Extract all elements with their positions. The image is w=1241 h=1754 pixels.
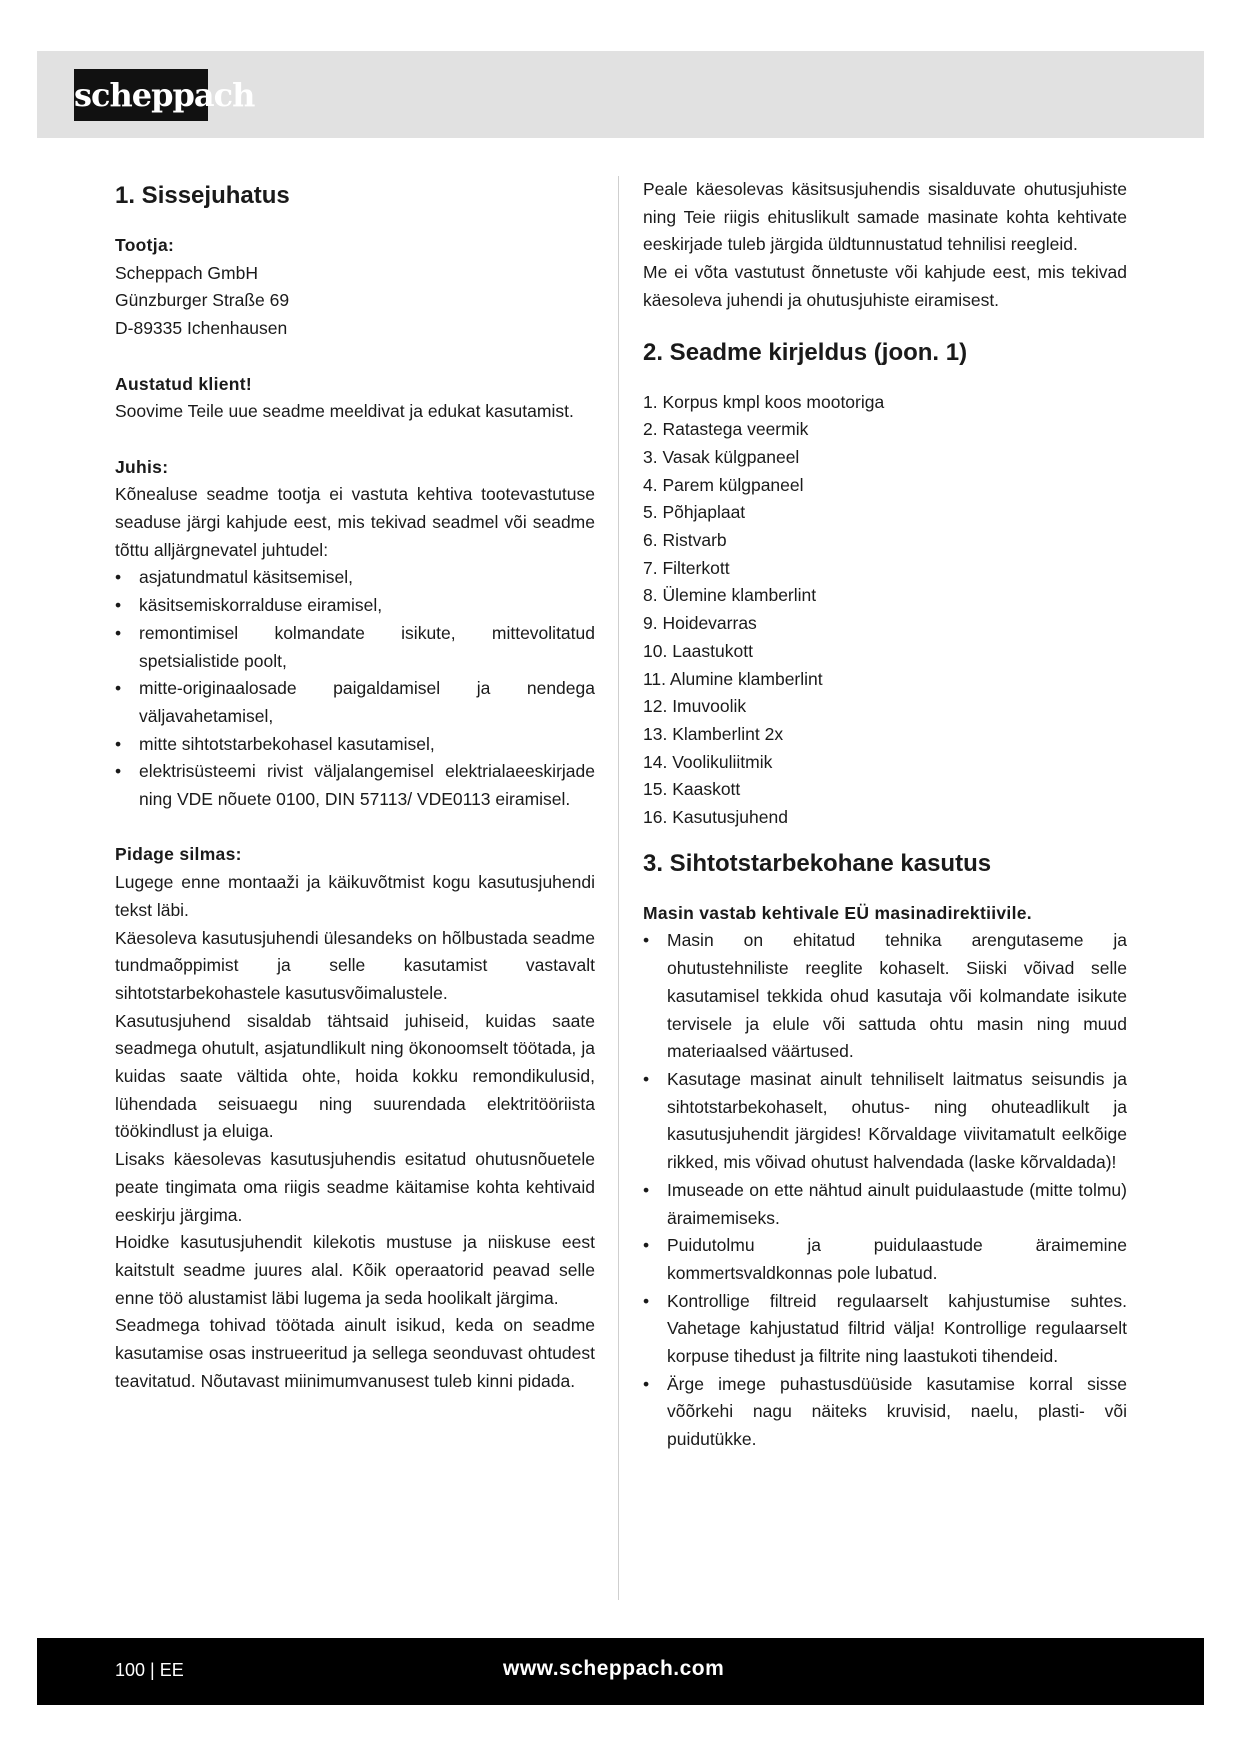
attention-paragraph: Hoidke kasutusjuhendit kilekotis mustuse ja niiskuse eest kaitstult seadme juures alal. Kõik operaatorid peavad selle enne töö alustamist läbi lugema ja seda hoolikalt järgima. (115, 1232, 595, 1308)
list-item: 7. Filterkott (643, 557, 730, 578)
use-bullet-list (643, 927, 1127, 1453)
attention-paragraph: Käesoleva kasutusjuhendi ülesandeks on hõlbustada seadme tundmaõppimist ja selle kasutamist vastavalt sihtotstarbekohastele kasutusvõimalustele. (115, 927, 595, 1003)
attention-paragraph: Lugege enne montaaži ja käikuvõtmist kogu kasutusjuhendi tekst läbi. (115, 872, 595, 920)
manufacturer-street: Günzburger Straße 69 (115, 290, 290, 311)
list-item: 16. Kasutusjuhend (643, 807, 788, 828)
attention-label: Pidage silmas: (115, 844, 242, 865)
list-item: • Puidutolmu ja puidulaastude äraimemine kommertsvaldkonnas pole lubatud. (643, 1232, 1127, 1287)
list-item: 5. Põhjaplaat (643, 502, 746, 523)
attention-paragraph: Kasutusjuhend sisaldab tähtsaid juhiseid, kuidas saate seadmega ohutult, asjatundlikult ning ökonoomselt töötada, ja kuidas saate vältida ohte, hoida kokku remondikulusid, lühendada seisuaegu ning suurendada elektritööriista töökindlust ja eluiga. (115, 1010, 595, 1142)
list-item: 11. Alumine klamberlint (643, 668, 823, 689)
customer-text: Soovime Teile uue seadme meeldivat ja edukat kasutamist. (115, 401, 574, 422)
manufacturer-city: D-89335 Ichenhausen (115, 318, 288, 339)
brand-logo: scheppach (74, 69, 208, 121)
list-item: • Kasutage masinat ainult tehniliselt laitmatus seisundis ja sihtotstarbekohaselt, ohutus- ning ohuteadlikult ja kasutusjuhendit järgides! Kõrvaldage viivitamatult eelkõige rikked, mis võivad ohutust halvendada (laske kõrvaldada)! (643, 1066, 1127, 1177)
section-3-title: 3. Sihtotstarbekohane kasutus (643, 849, 992, 877)
list-item: 12. Imuvoolik (643, 696, 747, 717)
list-item: • Masin on ehitatud tehnika arengutaseme ja ohutustehniliste reeglite kohaselt. Siiski võivad selle kasutamisel tekkida ohud kasutaja või kolmandate isikute tervisele ja elule või sattuda ohtu masin ning muud materiaalsed väärtused. (643, 927, 1127, 1066)
list-item: 2. Ratastega veermik (643, 419, 809, 440)
page-number: 100 | EE (115, 1660, 184, 1680)
intro-paragraph: Peale käesolevas käsitsusjuhendis sisalduvate ohutusjuhiste ning Teie riigis ehituslikult samade masinate kohta kehtivate eeskirjade tuleb järgida üldtunnustatud tehnilisi reegleid. (643, 179, 1127, 255)
website-link[interactable]: www.scheppach.com (503, 1657, 725, 1680)
list-item: • Imuseade on ette nähtud ainult puidulaastude (mitte tolmu) äraimemiseks. (643, 1177, 1127, 1232)
right-column (643, 176, 1127, 1454)
list-item: 10. Laastukott (643, 640, 753, 661)
note-label: Juhis: (115, 456, 169, 477)
list-item: 9. Hoidevarras (643, 613, 757, 634)
list-item: 8. Ülemine klamberlint (643, 585, 817, 606)
list-item: • remontimisel kolmandate isikute, mittevolitatud spetsialistide poolt, (115, 620, 595, 675)
list-item: • elektrisüsteemi rivist väljalangemisel elektrialaeeskirjade ning VDE nõuete 0100, DIN 57113/ VDE0113 eiramisel. (115, 758, 595, 813)
note-bullet-list (115, 564, 595, 813)
list-item: 15. Kaaskott (643, 779, 741, 800)
column-divider (618, 176, 619, 1600)
list-item: 14. Voolikuliitmik (643, 751, 773, 772)
customer-label: Austatud klient! (115, 373, 253, 394)
manufacturer-label: Tootja: (115, 235, 175, 255)
list-item: 6. Ristvarb (643, 530, 727, 551)
list-item: • Ärge imege puhastusdüüside kasutamise korral sisse võõrkehi nagu näiteks kruvisid, naelu, plasti- või puidutükke. (643, 1371, 1127, 1454)
section-1-title: 1. Sissejuhatus (115, 182, 290, 209)
directive-label: Masin vastab kehtivale EÜ masinadirektiivile. (643, 902, 1032, 923)
list-item: • Kontrollige filtreid regulaarselt kahjustumise suhtes. Vahetage kahjustatud filtrid välja! Kontrollige regulaarselt korpuse tihedust ja filtrite ning laastukoti tihendeid. (643, 1288, 1127, 1371)
intro-paragraph: Me ei võta vastutust õnnetuste või kahjude eest, mis tekivad käesoleva juhendi ja ohutusjuhiste eiramisest. (643, 262, 1127, 310)
list-item: • asjatundmatul käsitsemisel, (115, 564, 595, 592)
attention-paragraph: Seadmega tohivad töötada ainult isikud, keda on seadme kasutamise osas instrueeritud ja sellega seonduvast ohtudest teavitatud. Nõutavast miinimumvanusest tuleb kinni pidada. (115, 1315, 595, 1391)
list-item: • mitte sihtotstarbekohasel kasutamisel, (115, 731, 595, 759)
list-item: • käsitsemiskorralduse eiramisel, (115, 592, 595, 620)
list-item: • mitte-originaalosade paigaldamisel ja nendega väljavahetamisel, (115, 675, 595, 730)
list-item: 4. Parem külgpaneel (643, 474, 804, 495)
left-column (115, 176, 595, 1395)
page-footer (37, 1638, 1204, 1705)
note-text: Kõnealuse seadme tootja ei vastuta kehtiva tootevastutuse seaduse järgi kahjude eest, mis tekivad seadmel või seadme tõttu alljärgnevatel juhtudel: (115, 484, 595, 560)
list-item: 3. Vasak külgpaneel (643, 446, 800, 467)
list-item: 13. Klamberlint 2x (643, 723, 784, 744)
section-2-title: 2. Seadme kirjeldus (joon. 1) (643, 338, 968, 366)
list-item: 1. Korpus kmpl koos mootoriga (643, 391, 885, 412)
attention-paragraph: Lisaks käesolevas kasutusjuhendis esitatud ohutusnõuetele peate tingimata oma riigis seadme käitamise kohta kehtivaid eeskirju järgima. (115, 1149, 595, 1225)
manufacturer-name: Scheppach GmbH (115, 262, 258, 283)
parts-list (643, 389, 1127, 832)
